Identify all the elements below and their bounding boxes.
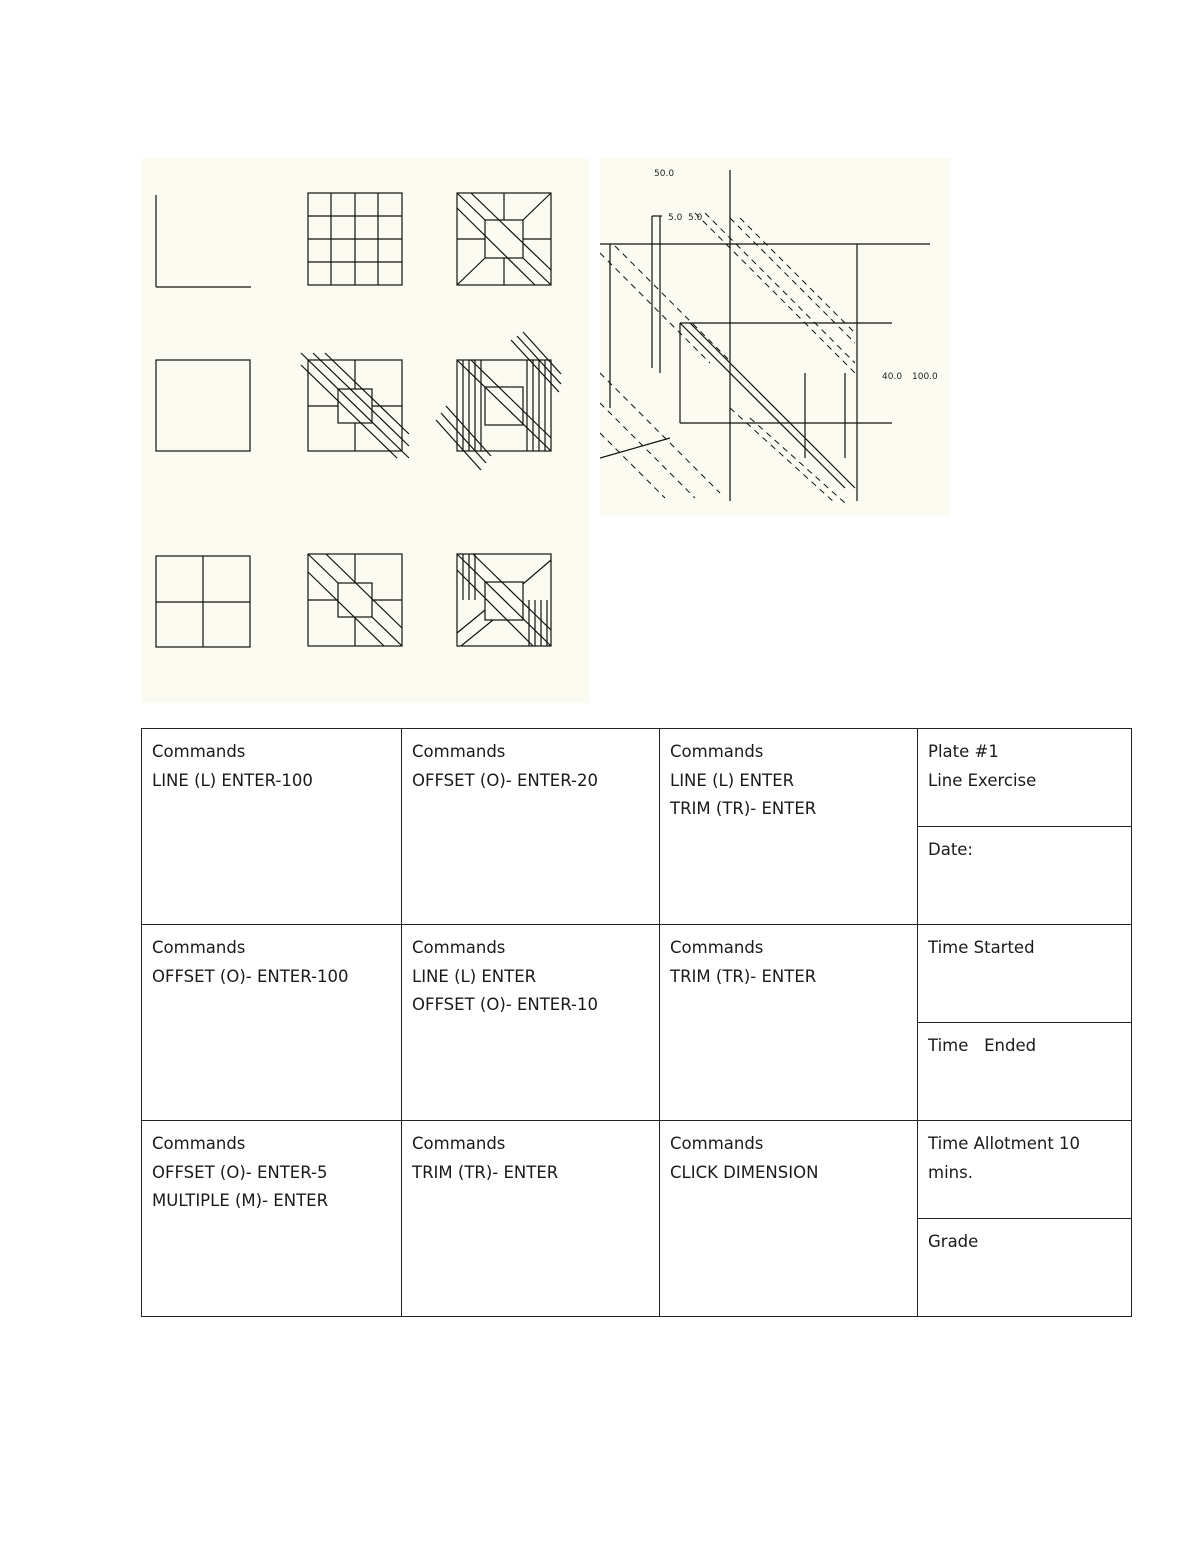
command-line: MULTIPLE (M)- ENTER — [152, 1191, 329, 1210]
plate-title: Plate #1 Line Exercise — [928, 742, 1037, 790]
dimension-label-right-b: 100.0 — [912, 372, 938, 382]
commands-cell — [660, 1121, 918, 1317]
table-row — [142, 925, 1132, 1023]
grade-label: Grade — [928, 1232, 979, 1251]
cell-heading: Commands — [152, 742, 246, 761]
figure-offset-diagonals — [301, 353, 409, 458]
time-ended-label: Time Ended — [928, 1036, 1037, 1055]
cell-heading: Commands — [152, 1134, 246, 1153]
dimension-drawing — [600, 158, 950, 516]
time-started-label: Time Started — [928, 938, 1035, 957]
figure-line — [156, 195, 251, 287]
commands-cell — [660, 729, 918, 925]
cell-heading: Commands — [670, 742, 764, 761]
dimension-label-left-b: 5.0 — [688, 213, 703, 223]
time-allotment-cell — [918, 1121, 1132, 1219]
figure-square — [156, 360, 250, 451]
table-row — [142, 1121, 1132, 1219]
cell-heading: Commands — [670, 1134, 764, 1153]
time-started-cell — [918, 925, 1132, 1023]
command-line: LINE (L) ENTER — [412, 966, 537, 986]
commands-cell — [402, 729, 660, 925]
figure-quadrants — [156, 556, 250, 647]
command-line: CLICK DIMENSION — [670, 1162, 819, 1182]
table-row — [142, 729, 1132, 827]
command-line: OFFSET (O)- ENTER-5 — [152, 1162, 328, 1182]
time-ended-cell — [918, 1023, 1132, 1121]
figure-trimmed-diagonals — [308, 554, 402, 646]
command-line: TRIM (TR)- ENTER — [670, 799, 817, 818]
commands-cell — [660, 925, 918, 1121]
command-line: LINE (L) ENTER — [670, 770, 795, 790]
cell-heading: Commands — [152, 938, 246, 957]
dimension-drawing-panel — [600, 158, 950, 516]
figure-grid — [308, 193, 402, 285]
command-line: TRIM (TR)- ENTER — [412, 1162, 559, 1182]
commands-cell — [402, 1121, 660, 1317]
dimension-label-right-a: 40.0 — [882, 372, 903, 382]
plate-title-cell — [918, 729, 1132, 827]
figure-hatched — [436, 332, 561, 470]
date-cell — [918, 827, 1132, 925]
command-line: OFFSET (O)- ENTER-10 — [412, 995, 598, 1014]
command-line: LINE (L) ENTER-100 — [152, 770, 313, 790]
cell-heading: Commands — [412, 1134, 506, 1153]
commands-table — [141, 728, 1132, 1317]
commands-cell — [142, 925, 402, 1121]
command-line: OFFSET (O)- ENTER-20 — [412, 770, 598, 790]
date-label: Date: — [928, 840, 973, 859]
cell-heading: Commands — [670, 938, 764, 957]
dimension-label-top: 50.0 — [654, 169, 675, 179]
cell-heading: Commands — [412, 742, 506, 761]
time-allotment-label: Time Allotment 10 mins. — [928, 1134, 1081, 1182]
commands-cell — [142, 729, 402, 925]
cell-heading: Commands — [412, 938, 506, 957]
command-line: OFFSET (O)- ENTER-100 — [152, 966, 349, 986]
command-line: TRIM (TR)- ENTER — [670, 966, 817, 986]
figure-trimmed-hatched — [457, 554, 551, 646]
figure-trim-pattern — [457, 193, 551, 285]
exercise-drawings-panel — [141, 158, 589, 703]
grade-cell — [918, 1219, 1132, 1317]
exercise-drawings — [141, 158, 589, 703]
commands-cell — [402, 925, 660, 1121]
dimension-label-left-a: 5.0 — [668, 213, 683, 223]
commands-cell — [142, 1121, 402, 1317]
